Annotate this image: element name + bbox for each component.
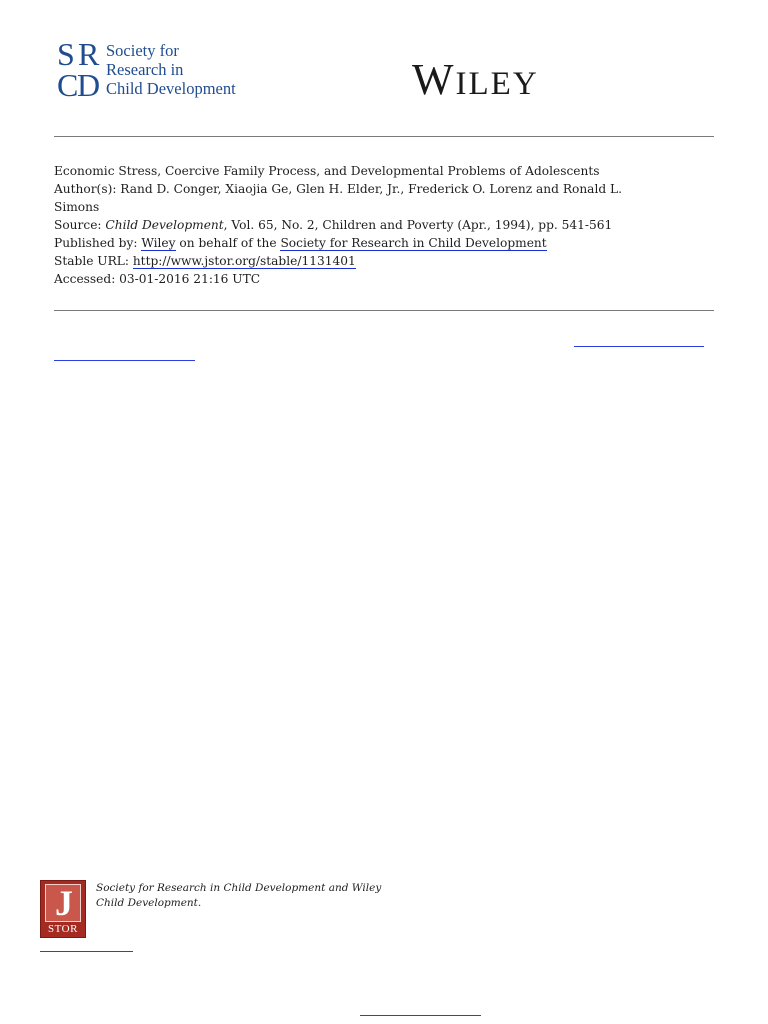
- wiley-logo-initial: W: [412, 55, 456, 104]
- srcd-line-1: Society for: [106, 41, 179, 60]
- article-publisher: [54, 234, 714, 252]
- wiley-logo-rest: ILEY: [455, 66, 539, 102]
- srcd-line-3: Child Development: [106, 79, 236, 98]
- srcd-logo: [56, 38, 256, 102]
- jstor-logo-word: STOR: [48, 923, 78, 935]
- article-authors: Author(s): Rand D. Conger, Xiaojia Ge, Glen H. Elder, Jr., Frederick O. Lorenz and Ronald L.: [54, 182, 622, 196]
- source-journal: Child Development: [105, 218, 224, 232]
- article-source: [54, 216, 714, 234]
- footer-collaboration-text: [96, 881, 381, 911]
- srcd-mark-c: C: [57, 67, 79, 100]
- hidden-link-3[interactable]: [40, 951, 133, 952]
- srcd-wordmark: [106, 41, 236, 98]
- source-label: Source:: [54, 218, 106, 232]
- srcd-mark-s: S: [57, 38, 75, 72]
- wiley-logo: [412, 55, 539, 106]
- article-stable-url: [54, 252, 714, 270]
- hidden-link-4[interactable]: [360, 1015, 481, 1016]
- source-details: , Vol. 65, No. 2, Children and Poverty (Apr., 1994), pp. 541-561: [223, 218, 613, 232]
- article-metadata: [54, 162, 714, 288]
- published-label: Published by:: [54, 236, 142, 250]
- stable-url-label: Stable URL:: [54, 254, 133, 268]
- society-link[interactable]: Society for Research in Child Development: [280, 236, 547, 250]
- jstor-logo: [40, 880, 86, 938]
- publisher-link[interactable]: Wiley: [141, 236, 176, 250]
- hidden-link-1[interactable]: [574, 346, 704, 347]
- stable-url-link[interactable]: http://www.jstor.org/stable/1131401: [132, 254, 356, 268]
- srcd-mark-d: D: [77, 67, 101, 100]
- bottom-divider: [54, 310, 714, 311]
- footer-line-2: Child Development.: [96, 897, 202, 909]
- hidden-link-2[interactable]: [54, 360, 195, 361]
- top-divider: [54, 136, 714, 137]
- article-accessed: Accessed: 03-01-2016 21:16 UTC: [54, 272, 261, 286]
- jstor-logo-box: [45, 884, 81, 922]
- article-title: Economic Stress, Coercive Family Process, and Developmental Problems of Adolescents: [54, 164, 600, 178]
- published-mid: on behalf of the: [175, 236, 281, 250]
- srcd-mark-r: R: [78, 38, 100, 72]
- article-authors-continued: Simons: [54, 200, 100, 214]
- srcd-monogram-icon: [56, 38, 104, 100]
- footer-line-1: Society for Research in Child Development and Wiley: [96, 882, 382, 894]
- srcd-line-2: Research in: [106, 60, 184, 79]
- jstor-logo-letter: J: [55, 883, 73, 923]
